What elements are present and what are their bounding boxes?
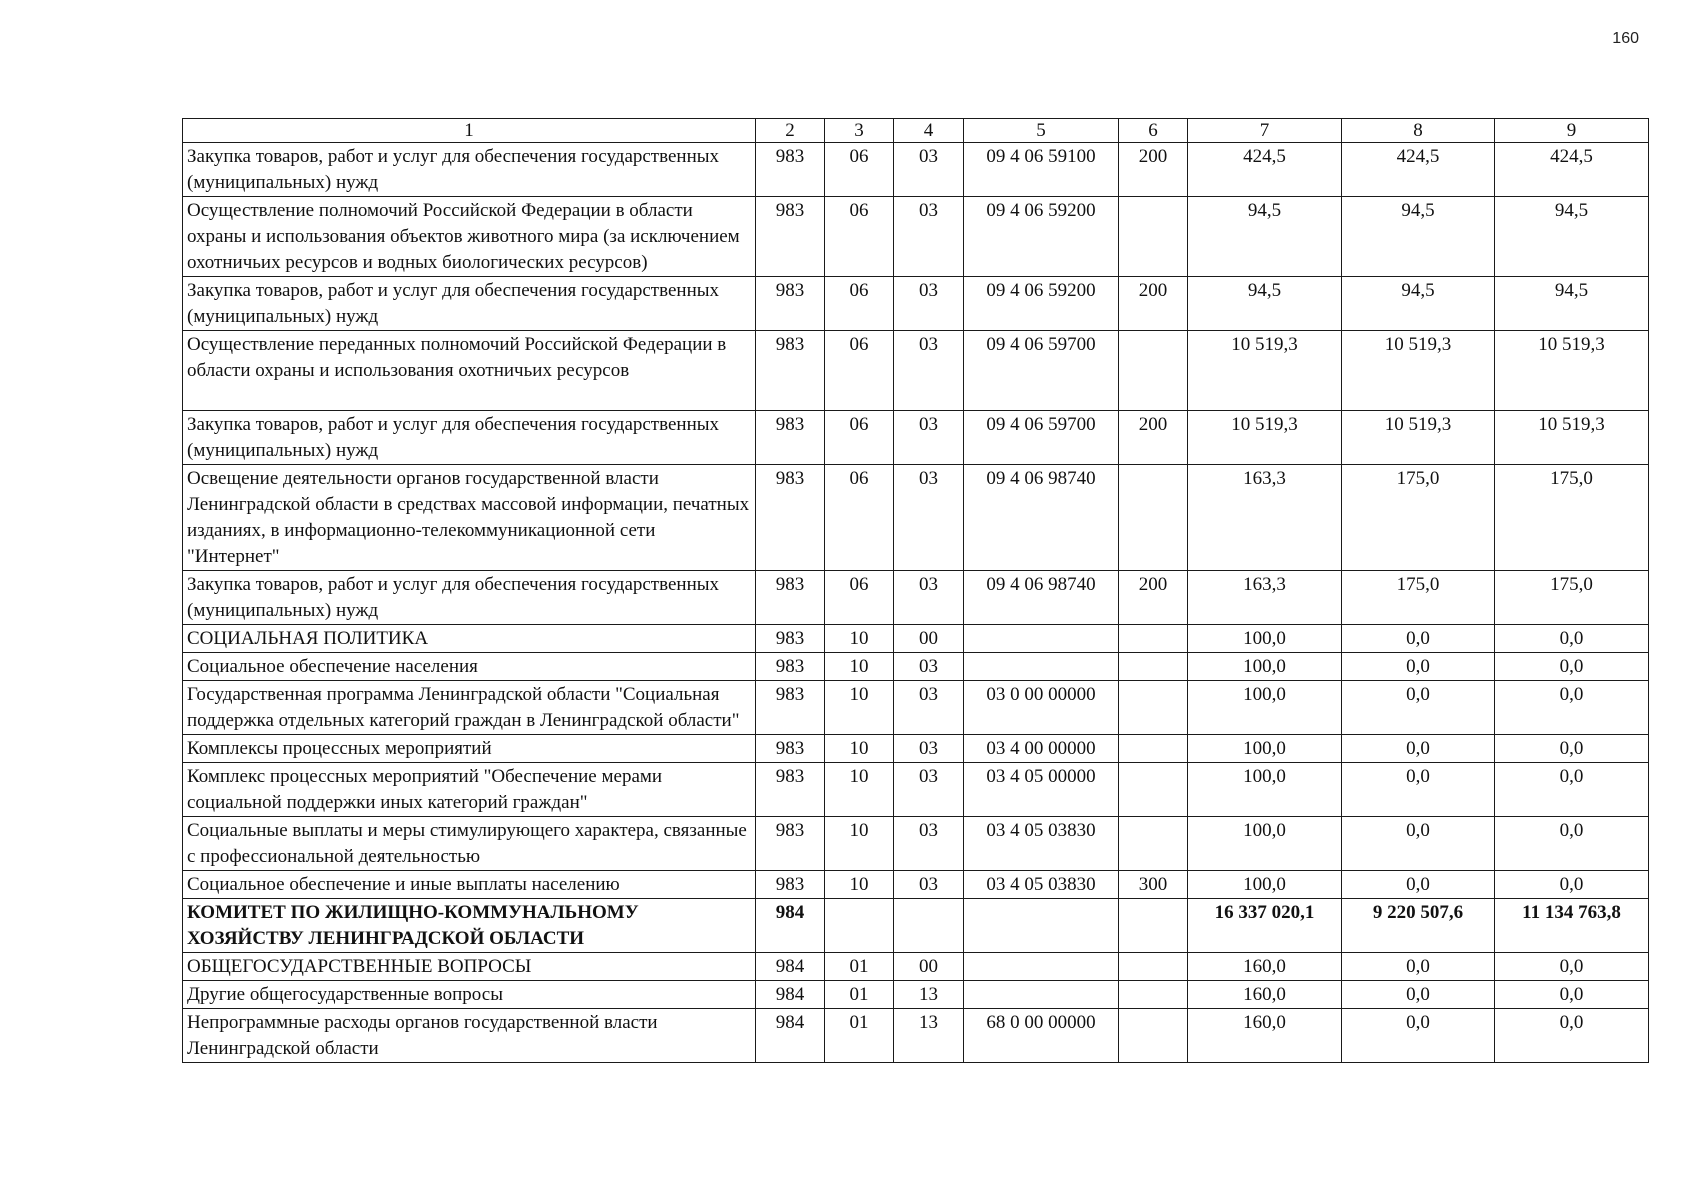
- cell-amount-9: 0,0: [1495, 625, 1649, 653]
- cell-target-article: 03 4 05 00000: [964, 763, 1119, 817]
- cell-admin-code: 983: [756, 653, 825, 681]
- cell-amount-7: 100,0: [1188, 817, 1342, 871]
- cell-admin-code: 983: [756, 277, 825, 331]
- cell-amount-9: 0,0: [1495, 763, 1649, 817]
- row-name: Комплексы процессных мероприятий: [183, 735, 756, 763]
- cell-target-article: [964, 625, 1119, 653]
- cell-section: 06: [825, 571, 894, 625]
- column-header: 7: [1188, 119, 1342, 143]
- table-row: [183, 411, 1649, 465]
- table-row: [183, 681, 1649, 735]
- cell-amount-7: 94,5: [1188, 277, 1342, 331]
- cell-subsection: 00: [894, 625, 964, 653]
- table-row: [183, 331, 1649, 411]
- cell-admin-code: 983: [756, 411, 825, 465]
- cell-amount-7: 100,0: [1188, 735, 1342, 763]
- cell-section: 10: [825, 763, 894, 817]
- cell-subsection: 03: [894, 331, 964, 411]
- cell-admin-code: 983: [756, 197, 825, 277]
- row-name: Социальное обеспечение населения: [183, 653, 756, 681]
- cell-target-article: [964, 953, 1119, 981]
- column-header: 4: [894, 119, 964, 143]
- table-row: [183, 817, 1649, 871]
- cell-target-article: 09 4 06 59100: [964, 143, 1119, 197]
- cell-amount-7: 94,5: [1188, 197, 1342, 277]
- cell-amount-7: 100,0: [1188, 763, 1342, 817]
- cell-expense-type: [1119, 331, 1188, 411]
- cell-subsection: 03: [894, 277, 964, 331]
- cell-amount-8: 0,0: [1342, 653, 1495, 681]
- cell-subsection: 03: [894, 465, 964, 571]
- cell-amount-9: 0,0: [1495, 735, 1649, 763]
- row-name: СОЦИАЛЬНАЯ ПОЛИТИКА: [183, 625, 756, 653]
- cell-amount-8: 0,0: [1342, 735, 1495, 763]
- table-row: [183, 1009, 1649, 1063]
- cell-amount-7: 160,0: [1188, 981, 1342, 1009]
- row-name: Освещение деятельности органов государственной власти Ленинградской области в средствах массовой информации, печатных изданиях, в информационно-телекоммуникационной сети "Интернет": [183, 465, 756, 571]
- cell-subsection: 03: [894, 763, 964, 817]
- cell-amount-7: 16 337 020,1: [1188, 899, 1342, 953]
- cell-target-article: 03 0 00 00000: [964, 681, 1119, 735]
- cell-target-article: [964, 899, 1119, 953]
- cell-expense-type: [1119, 735, 1188, 763]
- cell-section: 10: [825, 817, 894, 871]
- cell-amount-8: 175,0: [1342, 571, 1495, 625]
- cell-target-article: 03 4 05 03830: [964, 817, 1119, 871]
- row-name: Осуществление переданных полномочий Российской Федерации в области охраны и использования охотничьих ресурсов: [183, 331, 756, 411]
- cell-expense-type: [1119, 981, 1188, 1009]
- column-header: 6: [1119, 119, 1188, 143]
- cell-amount-9: 0,0: [1495, 817, 1649, 871]
- cell-subsection: 03: [894, 197, 964, 277]
- cell-subsection: 13: [894, 1009, 964, 1063]
- cell-target-article: [964, 653, 1119, 681]
- cell-admin-code: 983: [756, 871, 825, 899]
- row-name: КОМИТЕТ ПО ЖИЛИЩНО-КОММУНАЛЬНОМУ ХОЗЯЙСТВУ ЛЕНИНГРАДСКОЙ ОБЛАСТИ: [183, 899, 756, 953]
- cell-amount-9: 0,0: [1495, 681, 1649, 735]
- cell-section: [825, 899, 894, 953]
- cell-expense-type: [1119, 465, 1188, 571]
- row-name: Непрограммные расходы органов государственной власти Ленинградской области: [183, 1009, 756, 1063]
- cell-amount-8: 9 220 507,6: [1342, 899, 1495, 953]
- table-row: [183, 465, 1649, 571]
- page-number: 160: [1612, 30, 1639, 47]
- cell-section: 06: [825, 197, 894, 277]
- cell-expense-type: [1119, 899, 1188, 953]
- cell-admin-code: 984: [756, 1009, 825, 1063]
- row-name: Комплекс процессных мероприятий "Обеспечение мерами социальной поддержки иных категорий граждан": [183, 763, 756, 817]
- cell-expense-type: [1119, 1009, 1188, 1063]
- cell-amount-9: 10 519,3: [1495, 411, 1649, 465]
- cell-amount-7: 100,0: [1188, 871, 1342, 899]
- cell-amount-8: 0,0: [1342, 871, 1495, 899]
- cell-admin-code: 983: [756, 465, 825, 571]
- cell-subsection: 03: [894, 411, 964, 465]
- row-name: Другие общегосударственные вопросы: [183, 981, 756, 1009]
- cell-section: 10: [825, 735, 894, 763]
- cell-section: 06: [825, 465, 894, 571]
- column-header: 3: [825, 119, 894, 143]
- table-row: [183, 653, 1649, 681]
- cell-target-article: 09 4 06 98740: [964, 465, 1119, 571]
- cell-target-article: 09 4 06 59700: [964, 331, 1119, 411]
- cell-subsection: 03: [894, 653, 964, 681]
- cell-section: 10: [825, 625, 894, 653]
- row-name: Социальное обеспечение и иные выплаты населению: [183, 871, 756, 899]
- cell-subsection: 03: [894, 817, 964, 871]
- row-name: Закупка товаров, работ и услуг для обеспечения государственных (муниципальных) нужд: [183, 143, 756, 197]
- cell-target-article: [964, 981, 1119, 1009]
- table-row-committee: [183, 899, 1649, 953]
- cell-subsection: 03: [894, 735, 964, 763]
- table-row: [183, 735, 1649, 763]
- cell-amount-9: 94,5: [1495, 277, 1649, 331]
- row-name: Социальные выплаты и меры стимулирующего характера, связанные с профессиональной деятельностью: [183, 817, 756, 871]
- cell-amount-8: 0,0: [1342, 953, 1495, 981]
- table-row: [183, 143, 1649, 197]
- cell-section: 01: [825, 1009, 894, 1063]
- cell-amount-7: 10 519,3: [1188, 331, 1342, 411]
- cell-section: 10: [825, 871, 894, 899]
- cell-expense-type: [1119, 817, 1188, 871]
- budget-table: [182, 118, 1649, 1063]
- cell-amount-8: 94,5: [1342, 277, 1495, 331]
- column-header: 5: [964, 119, 1119, 143]
- cell-amount-9: 0,0: [1495, 871, 1649, 899]
- table-row: [183, 571, 1649, 625]
- cell-amount-8: 94,5: [1342, 197, 1495, 277]
- table-header-row: [183, 119, 1649, 143]
- cell-amount-8: 0,0: [1342, 817, 1495, 871]
- cell-amount-7: 424,5: [1188, 143, 1342, 197]
- cell-target-article: 68 0 00 00000: [964, 1009, 1119, 1063]
- cell-admin-code: 984: [756, 981, 825, 1009]
- cell-expense-type: [1119, 681, 1188, 735]
- cell-amount-9: 175,0: [1495, 571, 1649, 625]
- cell-amount-8: 10 519,3: [1342, 331, 1495, 411]
- cell-subsection: 00: [894, 953, 964, 981]
- cell-amount-9: 0,0: [1495, 1009, 1649, 1063]
- cell-amount-7: 160,0: [1188, 1009, 1342, 1063]
- cell-amount-8: 0,0: [1342, 763, 1495, 817]
- table-row: [183, 763, 1649, 817]
- cell-amount-9: 0,0: [1495, 981, 1649, 1009]
- table-row: [183, 197, 1649, 277]
- row-name: Закупка товаров, работ и услуг для обеспечения государственных (муниципальных) нужд: [183, 571, 756, 625]
- cell-amount-7: 160,0: [1188, 953, 1342, 981]
- row-name: Осуществление полномочий Российской Федерации в области охраны и использования объектов животного мира (за исключением охотничьих ресурсов и водных биологических ресурсов): [183, 197, 756, 277]
- cell-section: 10: [825, 653, 894, 681]
- cell-subsection: 03: [894, 571, 964, 625]
- row-name: Закупка товаров, работ и услуг для обеспечения государственных (муниципальных) нужд: [183, 411, 756, 465]
- cell-admin-code: 983: [756, 571, 825, 625]
- cell-expense-type: 300: [1119, 871, 1188, 899]
- cell-section: 06: [825, 277, 894, 331]
- cell-admin-code: 984: [756, 953, 825, 981]
- cell-section: 10: [825, 681, 894, 735]
- cell-expense-type: 200: [1119, 143, 1188, 197]
- cell-section: 06: [825, 331, 894, 411]
- cell-target-article: 09 4 06 59700: [964, 411, 1119, 465]
- cell-subsection: 03: [894, 871, 964, 899]
- cell-amount-8: 424,5: [1342, 143, 1495, 197]
- cell-expense-type: 200: [1119, 277, 1188, 331]
- cell-target-article: 09 4 06 59200: [964, 277, 1119, 331]
- cell-amount-8: 0,0: [1342, 1009, 1495, 1063]
- cell-amount-8: 0,0: [1342, 981, 1495, 1009]
- cell-target-article: 09 4 06 98740: [964, 571, 1119, 625]
- cell-amount-7: 163,3: [1188, 465, 1342, 571]
- cell-expense-type: 200: [1119, 411, 1188, 465]
- cell-section: 06: [825, 143, 894, 197]
- cell-amount-9: 424,5: [1495, 143, 1649, 197]
- cell-amount-7: 10 519,3: [1188, 411, 1342, 465]
- cell-amount-7: 100,0: [1188, 625, 1342, 653]
- cell-subsection: [894, 899, 964, 953]
- row-name: ОБЩЕГОСУДАРСТВЕННЫЕ ВОПРОСЫ: [183, 953, 756, 981]
- column-header: 1: [183, 119, 756, 143]
- cell-amount-8: 0,0: [1342, 681, 1495, 735]
- cell-section: 01: [825, 953, 894, 981]
- table-row: [183, 277, 1649, 331]
- cell-amount-9: 0,0: [1495, 653, 1649, 681]
- row-name: Государственная программа Ленинградской области "Социальная поддержка отдельных категорий граждан в Ленинградской области": [183, 681, 756, 735]
- cell-amount-8: 175,0: [1342, 465, 1495, 571]
- cell-amount-7: 100,0: [1188, 653, 1342, 681]
- cell-admin-code: 984: [756, 899, 825, 953]
- cell-amount-7: 100,0: [1188, 681, 1342, 735]
- row-name: Закупка товаров, работ и услуг для обеспечения государственных (муниципальных) нужд: [183, 277, 756, 331]
- table-row: [183, 981, 1649, 1009]
- cell-subsection: 03: [894, 681, 964, 735]
- cell-expense-type: [1119, 625, 1188, 653]
- cell-admin-code: 983: [756, 625, 825, 653]
- table-row: [183, 953, 1649, 981]
- cell-target-article: 09 4 06 59200: [964, 197, 1119, 277]
- cell-admin-code: 983: [756, 763, 825, 817]
- cell-section: 01: [825, 981, 894, 1009]
- cell-target-article: 03 4 05 03830: [964, 871, 1119, 899]
- table-row: [183, 871, 1649, 899]
- cell-amount-9: 10 519,3: [1495, 331, 1649, 411]
- cell-amount-9: 11 134 763,8: [1495, 899, 1649, 953]
- cell-subsection: 13: [894, 981, 964, 1009]
- cell-expense-type: [1119, 953, 1188, 981]
- cell-admin-code: 983: [756, 735, 825, 763]
- cell-admin-code: 983: [756, 817, 825, 871]
- cell-expense-type: [1119, 763, 1188, 817]
- cell-subsection: 03: [894, 143, 964, 197]
- column-header: 2: [756, 119, 825, 143]
- cell-expense-type: [1119, 653, 1188, 681]
- cell-admin-code: 983: [756, 681, 825, 735]
- column-header: 8: [1342, 119, 1495, 143]
- cell-admin-code: 983: [756, 143, 825, 197]
- cell-expense-type: [1119, 197, 1188, 277]
- column-header: 9: [1495, 119, 1649, 143]
- table-row: [183, 625, 1649, 653]
- cell-section: 06: [825, 411, 894, 465]
- cell-amount-8: 0,0: [1342, 625, 1495, 653]
- cell-admin-code: 983: [756, 331, 825, 411]
- cell-amount-9: 175,0: [1495, 465, 1649, 571]
- cell-target-article: 03 4 00 00000: [964, 735, 1119, 763]
- cell-amount-8: 10 519,3: [1342, 411, 1495, 465]
- cell-amount-9: 94,5: [1495, 197, 1649, 277]
- cell-amount-7: 163,3: [1188, 571, 1342, 625]
- cell-amount-9: 0,0: [1495, 953, 1649, 981]
- cell-expense-type: 200: [1119, 571, 1188, 625]
